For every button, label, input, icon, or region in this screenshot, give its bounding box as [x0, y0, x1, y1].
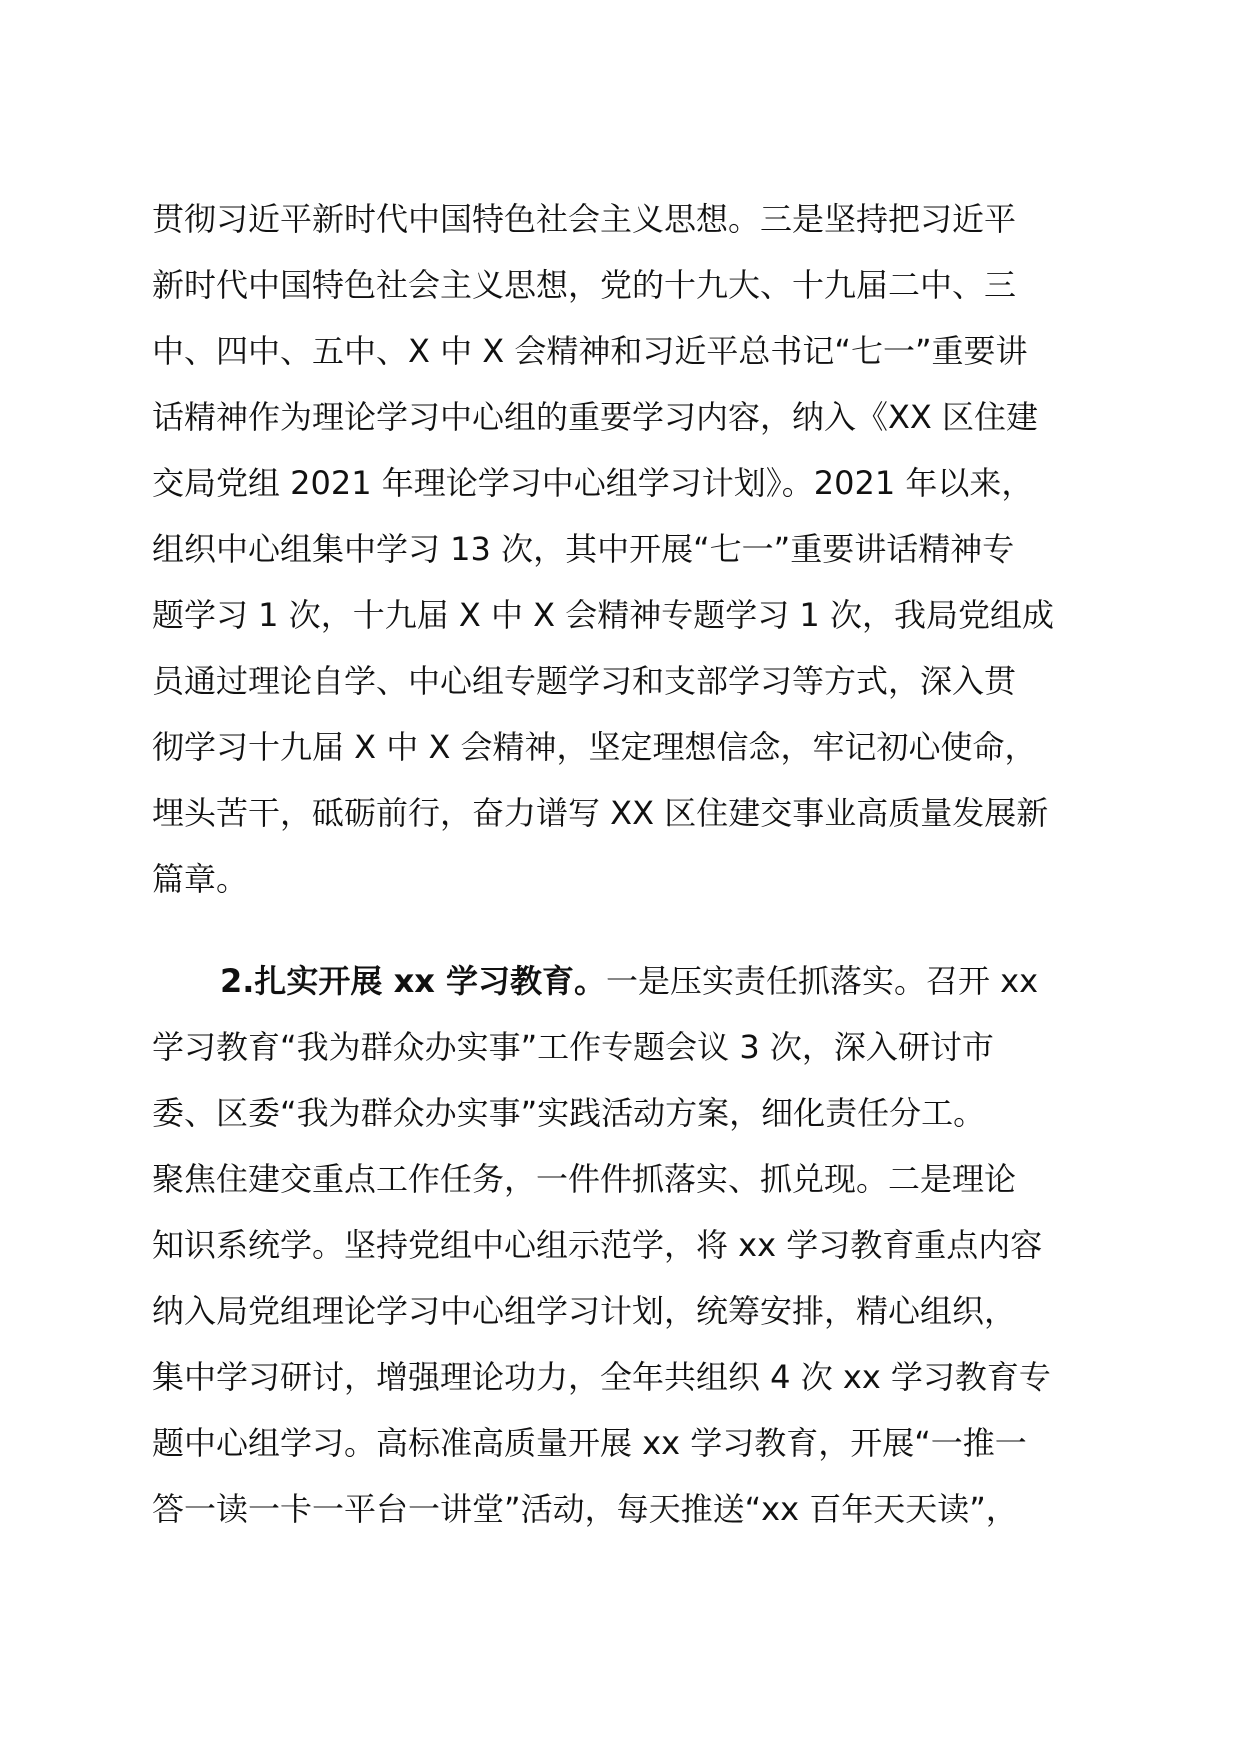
paragraph-2-line-6: 纳入局党组理论学习中心组学习计划，统筹安排，精心组织， — [152, 1292, 1017, 1330]
paragraph-1-line-1: 贯彻习近平新时代中国特色社会主义思想。三是坚持把习近平 — [152, 200, 1017, 238]
paragraph-2-line-9: 答一读一卡一平台一讲堂”活动，每天推送“xx 百年天天读”， — [152, 1490, 1018, 1528]
paragraph-1-line-3: 中、四中、五中、X 中 X 会精神和习近平总书记“七一”重要讲 — [152, 332, 1028, 370]
paragraph-1-line-11: 篇章。 — [152, 860, 249, 898]
paragraph-2-line-3: 委、区委“我为群众办实事”实践活动方案，细化责任分工。 — [152, 1094, 986, 1132]
paragraph-1-line-10: 埋头苦干，砥砺前行，奋力谱写 XX 区住建交事业高质量发展新 — [152, 794, 1049, 832]
paragraph-2-line-1 — [220, 948, 1038, 1014]
paragraph-1 — [152, 186, 1092, 926]
paragraph-2-line-8: 题中心组学习。高标准高质量开展 xx 学习教育，开展“一推一 — [152, 1424, 1027, 1462]
paragraph-2-line-2: 学习教育“我为群众办实事”工作专题会议 3 次，深入研讨市 — [152, 1028, 994, 1066]
paragraph-2-line-7: 集中学习研讨，增强理论功力，全年共组织 4 次 xx 学习教育专 — [152, 1358, 1051, 1396]
section-heading: 2.扎实开展 xx 学习教育。 — [220, 962, 606, 1000]
paragraph-1-line-5: 交局党组 2021 年理论学习中心组学习计划》。2021 年以来， — [152, 464, 1034, 502]
paragraph-1-line-7: 题学习 1 次，十九届 X 中 X 会精神专题学习 1 次，我局党组成 — [152, 596, 1054, 634]
paragraph-1-line-8: 员通过理论自学、中心组专题学习和支部学习等方式，深入贯 — [152, 662, 1017, 700]
paragraph-2-line-4: 聚焦住建交重点工作任务，一件件抓落实、抓兑现。二是理论 — [152, 1160, 1017, 1198]
paragraph-1-line-9: 彻学习十九届 X 中 X 会精神，坚定理想信念，牢记初心使命， — [152, 728, 1037, 766]
paragraph-2-line-1-rest: 一是压实责任抓落实。召开 xx — [606, 962, 1039, 1000]
paragraph-2-line-5: 知识系统学。坚持党组中心组示范学，将 xx 学习教育重点内容 — [152, 1226, 1043, 1264]
paragraph-1-line-6: 组织中心组集中学习 13 次，其中开展“七一”重要讲话精神专 — [152, 530, 1015, 568]
paragraph-1-line-4: 话精神作为理论学习中心组的重要学习内容，纳入《XX 区住建 — [152, 398, 1039, 436]
paragraph-1-line-2: 新时代中国特色社会主义思想，党的十九大、十九届二中、三 — [152, 266, 1017, 304]
paragraph-2 — [152, 948, 1092, 1548]
